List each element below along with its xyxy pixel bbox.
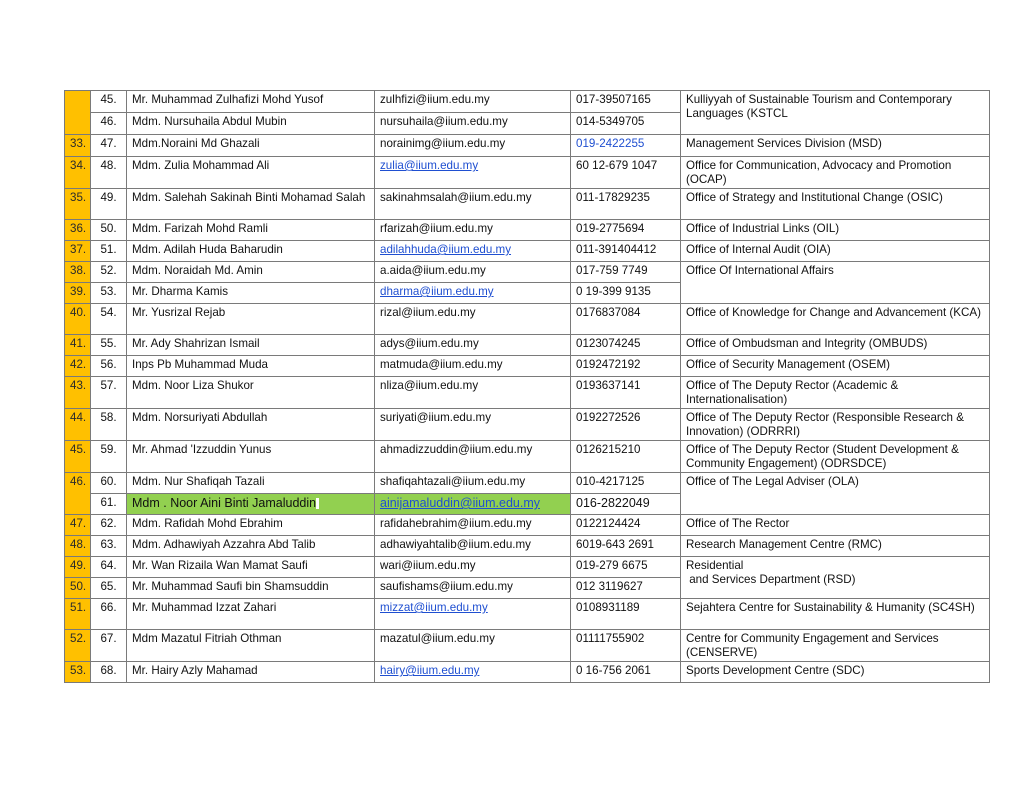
sub-number: 68. — [91, 662, 127, 683]
table-row — [65, 335, 990, 356]
staff-name: Mdm. Zulia Mohammad Ali — [127, 157, 375, 189]
sub-number: 57. — [91, 377, 127, 409]
staff-phone: 0 19-399 9135 — [571, 283, 681, 304]
row-number: 52. — [65, 630, 91, 662]
staff-name: Mr. Muhammad Saufi bin Shamsuddin — [127, 578, 375, 599]
department: Office of Internal Audit (OIA) — [681, 241, 990, 262]
sub-number: 59. — [91, 441, 127, 473]
staff-email: sakinahmsalah@iium.edu.my — [375, 189, 571, 220]
sub-number: 51. — [91, 241, 127, 262]
department: Office of Industrial Links (OIL) — [681, 220, 990, 241]
sub-number: 56. — [91, 356, 127, 377]
table-row — [65, 662, 990, 683]
staff-name: Mr. Muhammad Zulhafizi Mohd Yusof — [127, 91, 375, 113]
row-number: 37. — [65, 241, 91, 262]
table-row — [65, 189, 990, 220]
sub-number: 55. — [91, 335, 127, 356]
staff-email: norainimg@iium.edu.my — [375, 135, 571, 157]
department: Office Of International Affairs — [681, 262, 990, 304]
row-number: 44. — [65, 409, 91, 441]
staff-phone: 0192472192 — [571, 356, 681, 377]
sub-number: 52. — [91, 262, 127, 283]
department: Office of The Deputy Rector (Student Development & Community Engagement) (ODRSDCE) — [681, 441, 990, 473]
sub-number: 60. — [91, 473, 127, 494]
table-row — [65, 409, 990, 441]
sub-number: 53. — [91, 283, 127, 304]
staff-email: adys@iium.edu.my — [375, 335, 571, 356]
staff-phone: 0123074245 — [571, 335, 681, 356]
staff-phone: 016-2822049 — [571, 494, 681, 515]
staff-phone: 0108931189 — [571, 599, 681, 630]
row-number: 34. — [65, 157, 91, 189]
sub-number: 62. — [91, 515, 127, 536]
staff-email[interactable] — [375, 283, 571, 304]
staff-phone: 0 16-756 2061 — [571, 662, 681, 683]
row-number: 41. — [65, 335, 91, 356]
sub-number: 49. — [91, 189, 127, 220]
table-row — [65, 515, 990, 536]
table-row — [65, 135, 990, 157]
staff-name: Inps Pb Muhammad Muda — [127, 356, 375, 377]
row-number: 46. — [65, 473, 91, 515]
staff-phone: 60 12-679 1047 — [571, 157, 681, 189]
table-row — [65, 157, 990, 189]
sub-number: 46. — [91, 113, 127, 135]
staff-phone: 6019-643 2691 — [571, 536, 681, 557]
staff-email[interactable] — [375, 157, 571, 189]
table-row — [65, 304, 990, 335]
row-number: 51. — [65, 599, 91, 630]
staff-email: adhawiyahtalib@iium.edu.my — [375, 536, 571, 557]
row-number: 43. — [65, 377, 91, 409]
email-link[interactable]: mizzat@iium.edu.my — [380, 601, 488, 614]
row-number: 39. — [65, 283, 91, 304]
table-row — [65, 377, 990, 409]
department-line: and Services Department (RSD) — [686, 573, 856, 586]
department: Centre for Community Engagement and Services (CENSERVE) — [681, 630, 990, 662]
row-number: 33. — [65, 135, 91, 157]
department: Research Management Centre (RMC) — [681, 536, 990, 557]
department: Office of The Legal Adviser (OLA) — [681, 473, 990, 515]
staff-name — [127, 494, 375, 515]
staff-name-text: Mdm . Noor Aini Binti Jamaluddin — [132, 496, 317, 510]
table-row — [65, 220, 990, 241]
department: Office of Knowledge for Change and Advancement (KCA) — [681, 304, 990, 335]
table-row — [65, 241, 990, 262]
staff-email: zulhfizi@iium.edu.my — [375, 91, 571, 113]
sub-number: 67. — [91, 630, 127, 662]
row-number: 40. — [65, 304, 91, 335]
staff-phone: 0176837084 — [571, 304, 681, 335]
staff-name: Mdm. Nursuhaila Abdul Mubin — [127, 113, 375, 135]
department: Office of Ombudsman and Integrity (OMBUDS) — [681, 335, 990, 356]
staff-name: Mr. Muhammad Izzat Zahari — [127, 599, 375, 630]
sub-number: 63. — [91, 536, 127, 557]
email-link[interactable]: hairy@iium.edu.my — [380, 664, 480, 677]
staff-phone: 0122124424 — [571, 515, 681, 536]
staff-phone: 017-39507165 — [571, 91, 681, 113]
staff-email: rizal@iium.edu.my — [375, 304, 571, 335]
staff-phone: 0193637141 — [571, 377, 681, 409]
department: Office of The Deputy Rector (Responsible Research & Innovation) (ODRRRI) — [681, 409, 990, 441]
row-number: 36. — [65, 220, 91, 241]
staff-name: Mdm. Adilah Huda Baharudin — [127, 241, 375, 262]
staff-email[interactable] — [375, 241, 571, 262]
staff-phone: 014-5349705 — [571, 113, 681, 135]
table-row — [65, 630, 990, 662]
row-number: 53. — [65, 662, 91, 683]
email-link[interactable]: zulia@iium.edu.my — [380, 159, 479, 172]
row-number: 42. — [65, 356, 91, 377]
staff-name: Mr. Hairy Azly Mahamad — [127, 662, 375, 683]
email-link[interactable]: adilahhuda@iium.edu.my — [380, 243, 512, 256]
staff-name: Mdm. Rafidah Mohd Ebrahim — [127, 515, 375, 536]
staff-name: Mdm. Farizah Mohd Ramli — [127, 220, 375, 241]
row-number: 50. — [65, 578, 91, 599]
department: Office of The Rector — [681, 515, 990, 536]
row-number: 38. — [65, 262, 91, 283]
sub-number: 47. — [91, 135, 127, 157]
staff-name: Mdm. Noraidah Md. Amin — [127, 262, 375, 283]
sub-number: 64. — [91, 557, 127, 578]
sub-number: 48. — [91, 157, 127, 189]
staff-email[interactable] — [375, 494, 571, 515]
department: Office for Communication, Advocacy and Promotion (OCAP) — [681, 157, 990, 189]
staff-directory-table — [64, 90, 990, 683]
staff-email: suriyati@iium.edu.my — [375, 409, 571, 441]
staff-email: saufishams@iium.edu.my — [375, 578, 571, 599]
row-number: 49. — [65, 557, 91, 578]
staff-phone: 011-17829235 — [571, 189, 681, 220]
staff-name: Mr. Ady Shahrizan Ismail — [127, 335, 375, 356]
staff-email: shafiqahtazali@iium.edu.my — [375, 473, 571, 494]
table-row — [65, 91, 990, 113]
sub-number: 58. — [91, 409, 127, 441]
staff-email: rafidahebrahim@iium.edu.my — [375, 515, 571, 536]
staff-email: rfarizah@iium.edu.my — [375, 220, 571, 241]
staff-phone: 012 3119627 — [571, 578, 681, 599]
department: Kulliyyah of Sustainable Tourism and Contemporary Languages (KSTCL — [681, 91, 990, 135]
staff-name: Mr. Wan Rizaila Wan Mamat Saufi — [127, 557, 375, 578]
table-row — [65, 599, 990, 630]
row-number: 48. — [65, 536, 91, 557]
staff-name: Mr. Yusrizal Rejab — [127, 304, 375, 335]
staff-name: Mdm.Noraini Md Ghazali — [127, 135, 375, 157]
department: Management Services Division (MSD) — [681, 135, 990, 157]
staff-name: Mdm. Adhawiyah Azzahra Abd Talib — [127, 536, 375, 557]
staff-phone: 019-2422255 — [571, 135, 681, 157]
staff-email: nliza@iium.edu.my — [375, 377, 571, 409]
staff-email: mazatul@iium.edu.my — [375, 630, 571, 662]
table-row — [65, 441, 990, 473]
staff-name: Mr. Ahmad 'Izzuddin Yunus — [127, 441, 375, 473]
table-row — [65, 356, 990, 377]
row-number: 45. — [65, 441, 91, 473]
staff-phone: 0192272526 — [571, 409, 681, 441]
row-number — [65, 91, 91, 135]
department: Sejahtera Centre for Sustainability & Humanity (SC4SH) — [681, 599, 990, 630]
staff-email[interactable] — [375, 662, 571, 683]
staff-phone: 010-4217125 — [571, 473, 681, 494]
staff-name: Mdm Mazatul Fitriah Othman — [127, 630, 375, 662]
department: Office of Strategy and Institutional Change (OSIC) — [681, 189, 990, 220]
table-row — [65, 557, 990, 578]
department-line: Residential — [686, 559, 744, 572]
staff-email: a.aida@iium.edu.my — [375, 262, 571, 283]
department — [681, 557, 990, 599]
staff-phone: 0126215210 — [571, 441, 681, 473]
sub-number: 50. — [91, 220, 127, 241]
staff-name: Mr. Dharma Kamis — [127, 283, 375, 304]
staff-email: ahmadizzuddin@iium.edu.my — [375, 441, 571, 473]
staff-phone: 01111755902 — [571, 630, 681, 662]
staff-phone: 017-759 7749 — [571, 262, 681, 283]
staff-phone: 019-279 6675 — [571, 557, 681, 578]
staff-name: Mdm. Nur Shafiqah Tazali — [127, 473, 375, 494]
sub-number: 66. — [91, 599, 127, 630]
table-row — [65, 473, 990, 494]
staff-name: Mdm. Salehah Sakinah Binti Mohamad Salah — [127, 189, 375, 220]
sub-number: 54. — [91, 304, 127, 335]
sub-number: 61. — [91, 494, 127, 515]
department: Sports Development Centre (SDC) — [681, 662, 990, 683]
row-number: 47. — [65, 515, 91, 536]
staff-phone: 011-391404412 — [571, 241, 681, 262]
staff-email: wari@iium.edu.my — [375, 557, 571, 578]
sub-number: 45. — [91, 91, 127, 113]
email-link[interactable]: ainijamaluddin@iium.edu.my — [380, 496, 540, 510]
staff-name: Mdm. Norsuriyati Abdullah — [127, 409, 375, 441]
email-link[interactable]: dharma@iium.edu.my — [380, 285, 494, 298]
row-number: 35. — [65, 189, 91, 220]
table-row — [65, 262, 990, 283]
highlight-gap — [316, 498, 319, 509]
department: Office of Security Management (OSEM) — [681, 356, 990, 377]
staff-phone: 019-2775694 — [571, 220, 681, 241]
staff-email: nursuhaila@iium.edu.my — [375, 113, 571, 135]
staff-name: Mdm. Noor Liza Shukor — [127, 377, 375, 409]
department: Office of The Deputy Rector (Academic & Internationalisation) — [681, 377, 990, 409]
staff-email: matmuda@iium.edu.my — [375, 356, 571, 377]
table-row — [65, 536, 990, 557]
staff-email[interactable] — [375, 599, 571, 630]
sub-number: 65. — [91, 578, 127, 599]
